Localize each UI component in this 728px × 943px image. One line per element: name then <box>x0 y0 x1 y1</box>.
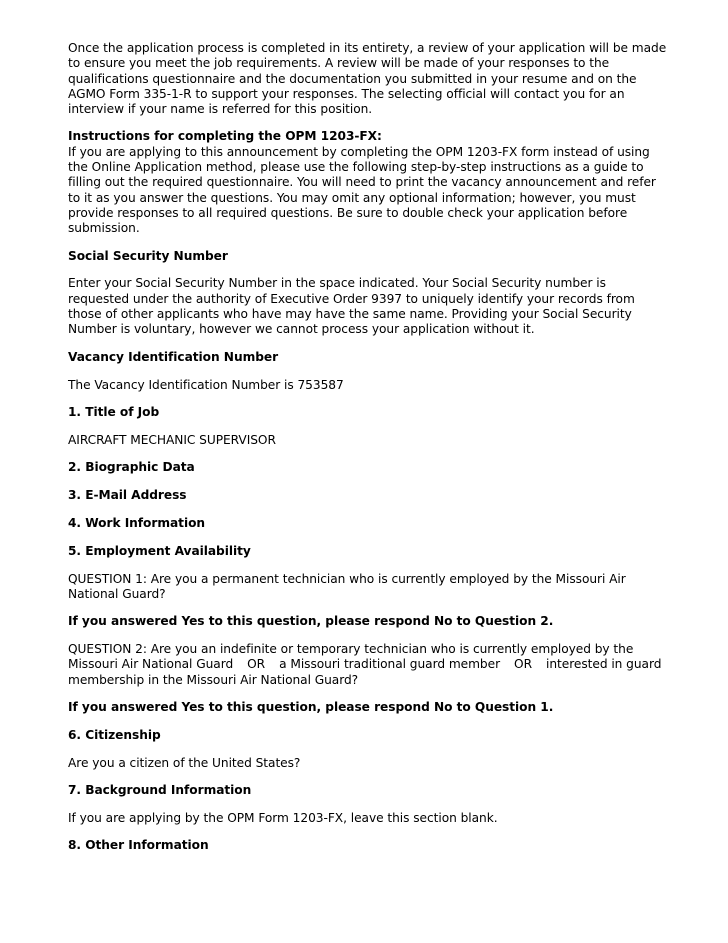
question-2-part-c: interested in guard membership in the Missouri Air National Guard? <box>68 657 662 687</box>
question-2-note: If you answered Yes to this question, please respond No to Question 1. <box>68 699 554 714</box>
question-2-text <box>68 642 668 688</box>
citizenship-heading: 6. Citizenship <box>68 727 161 742</box>
question-1-note: If you answered Yes to this question, please respond No to Question 2. <box>68 614 554 629</box>
intro-paragraph: Once the application process is completed in its entirety, a review of your application will be made to ensure you meet the job requirements. A review will be made of your responses to the qualifications questionnaire and the documentation you submitted in your resume and on the AGMO Form 335-1-R to support your responses. The selecting official will contact you for an interview if your name is referred for this position. <box>68 41 667 117</box>
employment-availability-heading: 5. Employment Availability <box>68 543 251 558</box>
question-1-text: QUESTION 1: Are you a permanent technician who is currently employed by the Missouri Air National Guard? <box>68 571 626 601</box>
job-title-value: AIRCRAFT MECHANIC SUPERVISOR <box>68 432 276 447</box>
other-information-heading: 8. Other Information <box>68 838 209 853</box>
email-address-heading: 3. E-Mail Address <box>68 487 187 502</box>
job-title-heading: 1. Title of Job <box>68 404 160 419</box>
question-2-part-b: a Missouri traditional guard member <box>279 657 501 672</box>
citizenship-question: Are you a citizen of the United States? <box>68 755 301 770</box>
background-information-heading: 7. Background Information <box>68 783 252 798</box>
background-information-text: If you are applying by the OPM Form 1203-FX, leave this section blank. <box>68 810 498 825</box>
work-information-heading: 4. Work Information <box>68 515 206 530</box>
instructions-paragraph: If you are applying to this announcement by completing the OPM 1203-FX form instead of using the Online Application method, please use the following step-by-step instructions as a guide to filling out the required questionnaire. You will need to print the vacancy announcement and refer to it as you answer the questions. You may omit any optional information; however, you must provide responses to all required questions. Be sure to double check your application before submission. <box>68 144 656 236</box>
question-2-or-2: OR <box>514 657 533 672</box>
biographic-data-heading: 2. Biographic Data <box>68 460 195 475</box>
vin-heading: Vacancy Identification Number <box>68 349 279 364</box>
ssn-paragraph: Enter your Social Security Number in the space indicated. Your Social Security number is requested under the authority of Executive Order 9397 to uniquely identify your records from those of other applicants who have may have the same name. Providing your Social Security Number is voluntary, however we cannot process your application without it. <box>68 276 635 337</box>
instructions-heading: Instructions for completing the OPM 1203-FX: <box>68 129 382 144</box>
question-2-part-a: QUESTION 2: Are you an indefinite or temporary technician who is currently employed by the Missouri Air National Guard <box>68 642 634 672</box>
question-2-or-1: OR <box>247 657 266 672</box>
document-page <box>68 41 668 866</box>
ssn-heading: Social Security Number <box>68 248 228 263</box>
vin-paragraph: The Vacancy Identification Number is 753587 <box>68 377 344 392</box>
